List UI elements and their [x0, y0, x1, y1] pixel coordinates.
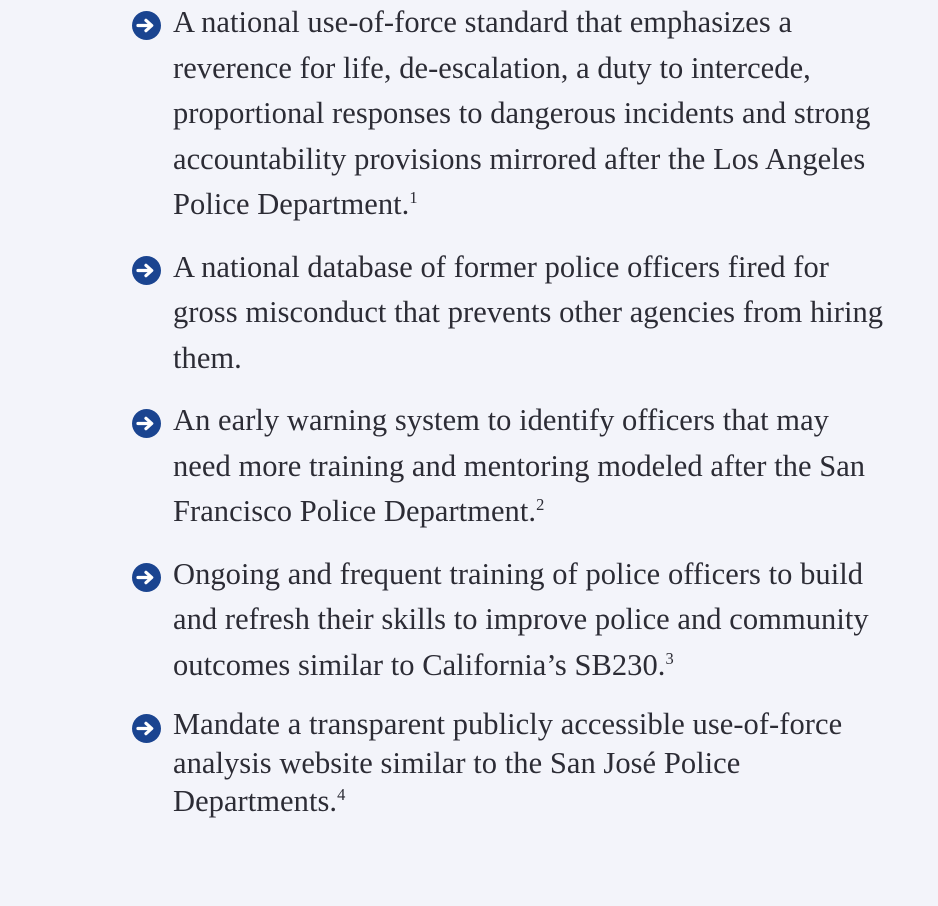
arrow-right-circle-icon — [132, 714, 161, 743]
list-item-text: A national use-of-force standard that emphasizes a reverence for life, de-escalation, a duty to intercede, proportional responses to dangerous incidents and strong accountability provisions mirrored after the Los Angeles Police Department.$^1$ — [173, 5, 871, 221]
list-item — [132, 552, 890, 689]
footnote-marker: 2 — [536, 494, 545, 514]
list-item — [132, 398, 890, 535]
list-item-text: Ongoing and frequent training of police officers to build and refresh their skills to improve police and community outcomes similar to California’s SB230.$^3$ — [173, 556, 869, 682]
list-item — [132, 0, 890, 228]
arrow-right-circle-icon — [132, 11, 161, 40]
arrow-right-circle-icon — [132, 409, 161, 438]
recommendations-list — [132, 0, 890, 821]
arrow-right-circle-icon — [132, 256, 161, 285]
footnote-marker: 1 — [409, 187, 418, 207]
list-item-text: A national database of former police officers fired for gross misconduct that prevents other agencies from hiring them. — [173, 249, 884, 375]
list-item — [132, 245, 890, 382]
list-item — [132, 705, 890, 821]
arrow-right-circle-icon — [132, 563, 161, 592]
list-item-text: Mandate a transparent publicly accessible use-of-force analysis website similar to the San José Police Departments.$^4$ — [173, 707, 843, 818]
footnote-marker: 3 — [665, 648, 674, 668]
list-item-text: An early warning system to identify officers that may need more training and mentoring modeled after the San Francisco Police Department.$^2$ — [173, 403, 866, 528]
footnote-marker: 4 — [337, 784, 346, 804]
